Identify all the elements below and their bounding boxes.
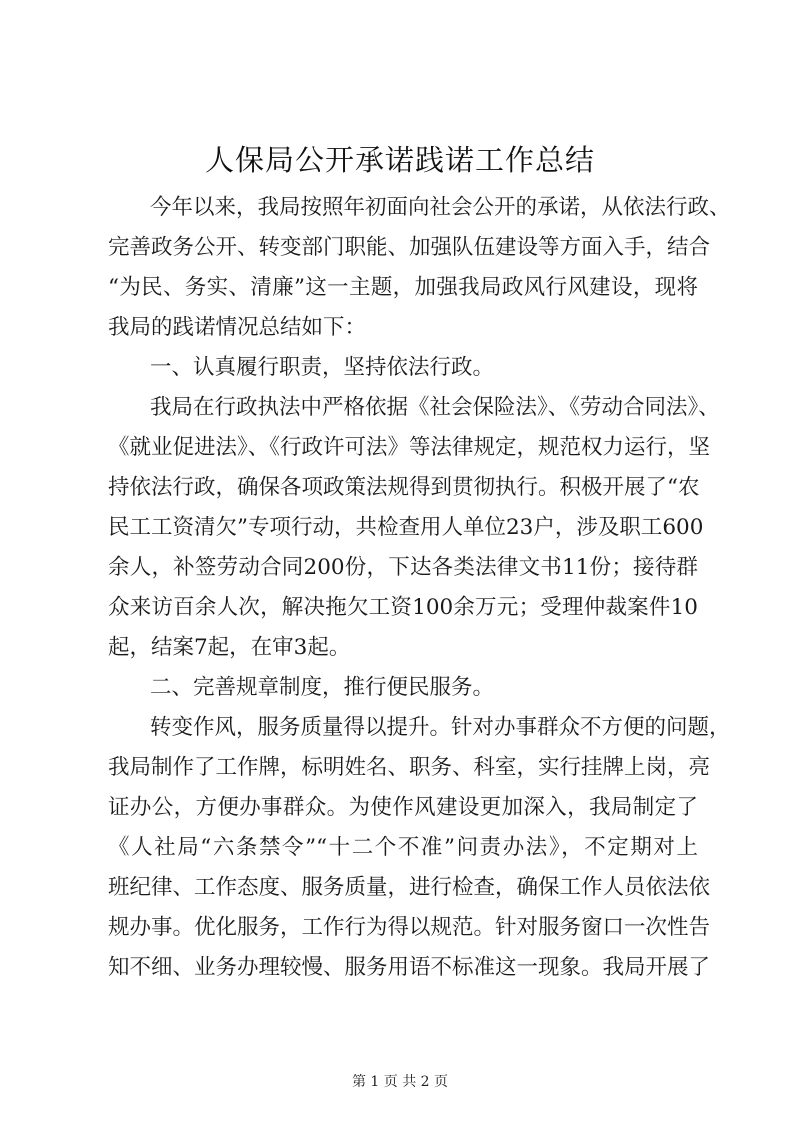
body-line: 我局在行政执法中严格依据《社会保险法》、《劳动合同法》、 — [150, 395, 720, 420]
body-line: 班纪律、工作态度、服务质量，进行检查，确保工作人员依法依 — [108, 875, 711, 900]
section-heading: 一、认真履行职责，坚持依法行政。 — [150, 355, 495, 380]
body-line: “为民、务实、清廉”这一主题，加强我局政风行风建设，现将 — [108, 275, 698, 300]
body-line: 《就业促进法》、《行政许可法》等法律规定，规范权力运行，坚 — [108, 435, 711, 460]
body-line: 证办公，方便办事群众。为使作风建设更加深入，我局制定了 — [108, 795, 698, 820]
body-line: 民工工资清欠”专项行动，共检查用人单位23户，涉及职工600 — [108, 515, 704, 540]
section-heading: 二、完善规章制度，推行便民服务。 — [150, 675, 495, 700]
document-title: 人保局公开承诺践诺工作总结 — [204, 143, 595, 177]
body-line: 完善政务公开、转变部门职能、加强队伍建设等方面入手，结合 — [108, 235, 711, 260]
body-line: 持依法行政，确保各项政策法规得到贯彻执行。积极开展了“农 — [108, 475, 700, 500]
body-line: 《人社局“六条禁令”“十二个不准”问责办法》，不定期对上 — [108, 835, 698, 860]
body-line: 众来访百余人次，解决拖欠工资100余万元；受理仲裁案件10 — [108, 595, 698, 620]
body-line: 我局制作了工作牌，标明姓名、职务、科室，实行挂牌上岗，亮 — [108, 755, 711, 780]
body-line: 我局的践诺情况总结如下： — [108, 315, 367, 340]
body-line: 余人，补签劳动合同200份，下达各类法律文书11份；接待群 — [108, 555, 698, 580]
body-line: 规办事。优化服务，工作行为得以规范。针对服务窗口一次性告 — [108, 915, 711, 940]
body-line: 转变作风，服务质量得以提升。针对办事群众不方便的问题， — [150, 715, 731, 740]
body-line: 今年以来，我局按照年初面向社会公开的承诺，从依法行政、 — [150, 195, 731, 220]
body-line: 知不细、业务办理较慢、服务用语不标准这一现象。我局开展了 — [108, 955, 711, 980]
page-footer: 第 1 页 共 2 页 — [351, 1074, 449, 1090]
body-line: 起，结案7起，在审3起。 — [108, 635, 351, 660]
